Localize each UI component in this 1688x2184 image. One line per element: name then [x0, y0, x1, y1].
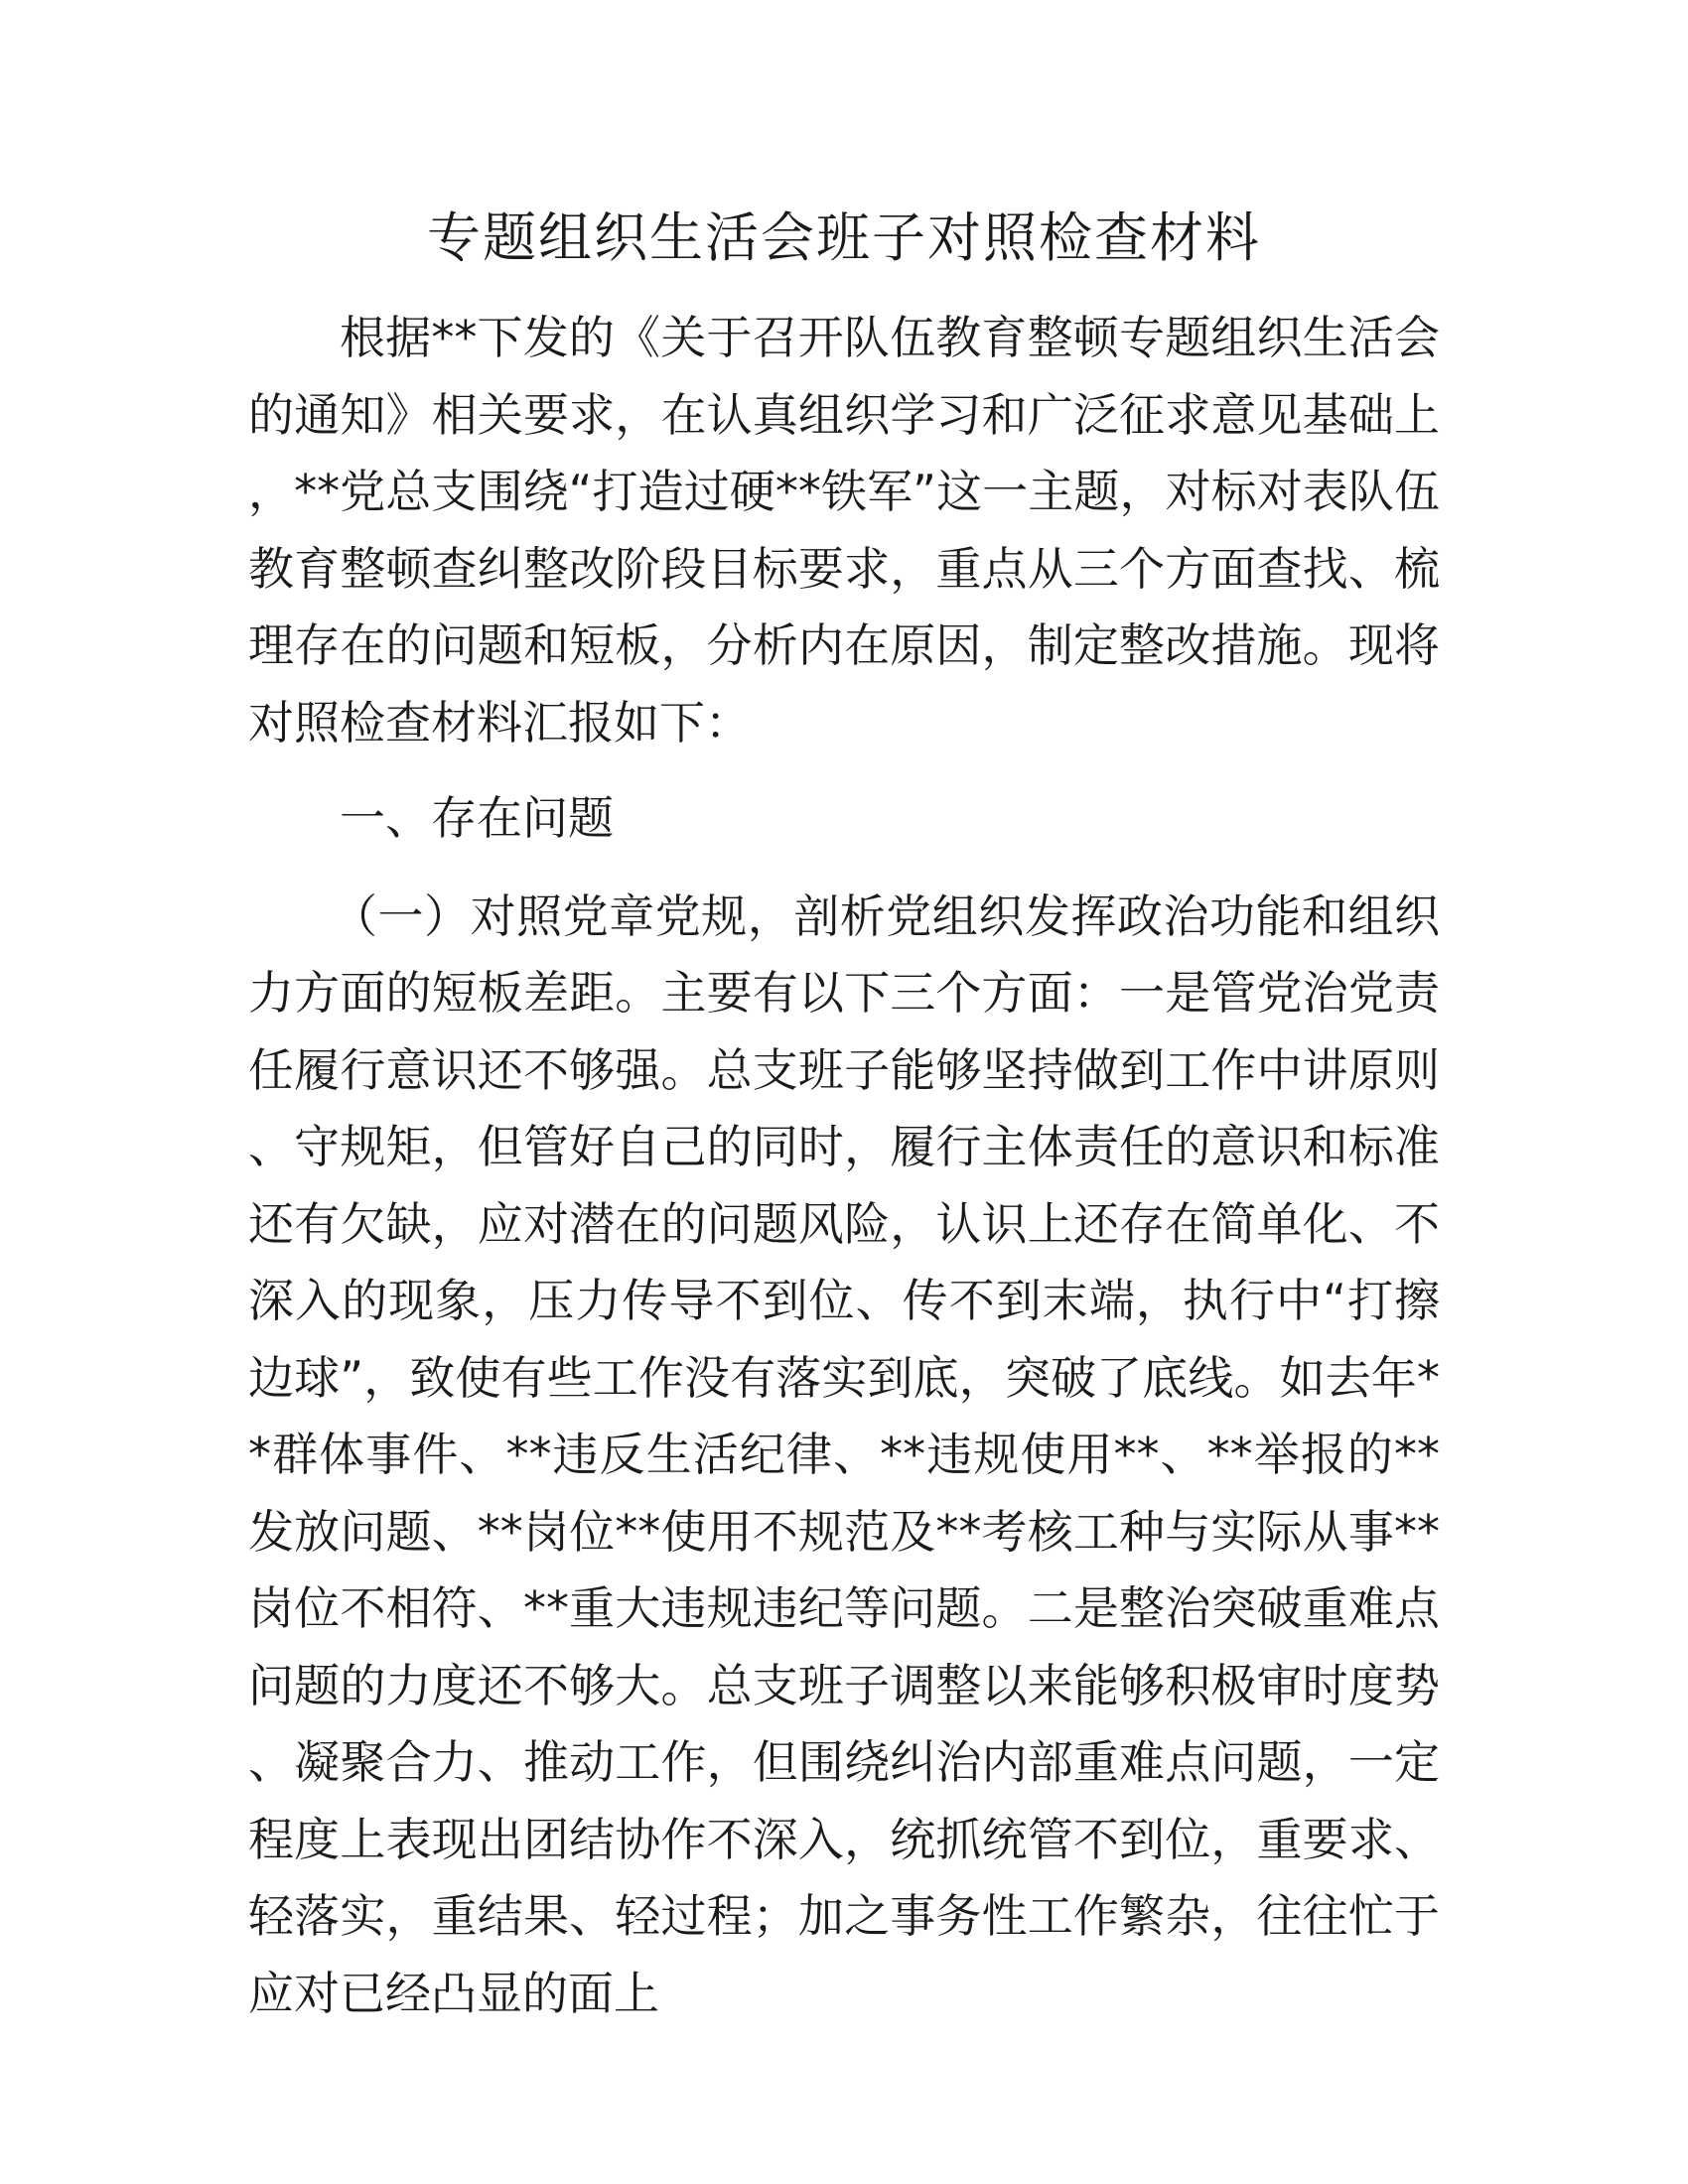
section-heading: 一、存在问题: [340, 791, 614, 845]
intro-paragraph: 根据**下发的《关于召开队伍教育整顿专题组织生活会的通知》相关要求，在认真组织学习和广泛征求意见基础上，**党总支围绕“打造过硬**铁军”这一主题，对标对表队伍教育整顿查纠整改阶段目标要求，重点从三个方面查找、梳理存在的问题和短板，分析内在原因，制定整改措施。现将对照检查材料汇报如下：: [248, 311, 1440, 750]
document-body: [248, 300, 1440, 2032]
document-title: 专题组织生活会班子对照检查材料: [427, 206, 1261, 269]
section-paragraph: （一）对照党章党规，剖析党组织发挥政治功能和组织力方面的短板差距。主要有以下三个方面：一是管党治党责任履行意识还不够强。总支班子能够坚持做到工作中讲原则、守规矩，但管好自己的同时，履行主体责任的意识和标准还有欠缺，应对潜在的问题风险，认识上还存在简单化、不深入的现象，压力传导不到位、传不到末端，执行中“打擦边球”，致使有些工作没有落实到底，突破了底线。如去年**群体事件、**违反生活纪律、**违规使用**、**举报的**发放问题、**岗位**使用不规范及**考核工种与实际从事**岗位不相符、**重大违规违纪等问题。二是整治突破重难点问题的力度还不够大。总支班子调整以来能够积极审时度势、凝聚合力、推动工作，但围绕纠治内部重难点问题，一定程度上表现出团结协作不深入，统抓统管不到位，重要求、轻落实，重结果、轻过程；加之事务性工作繁杂，往往忙于应对已经凸显的面上: [248, 888, 1440, 2020]
